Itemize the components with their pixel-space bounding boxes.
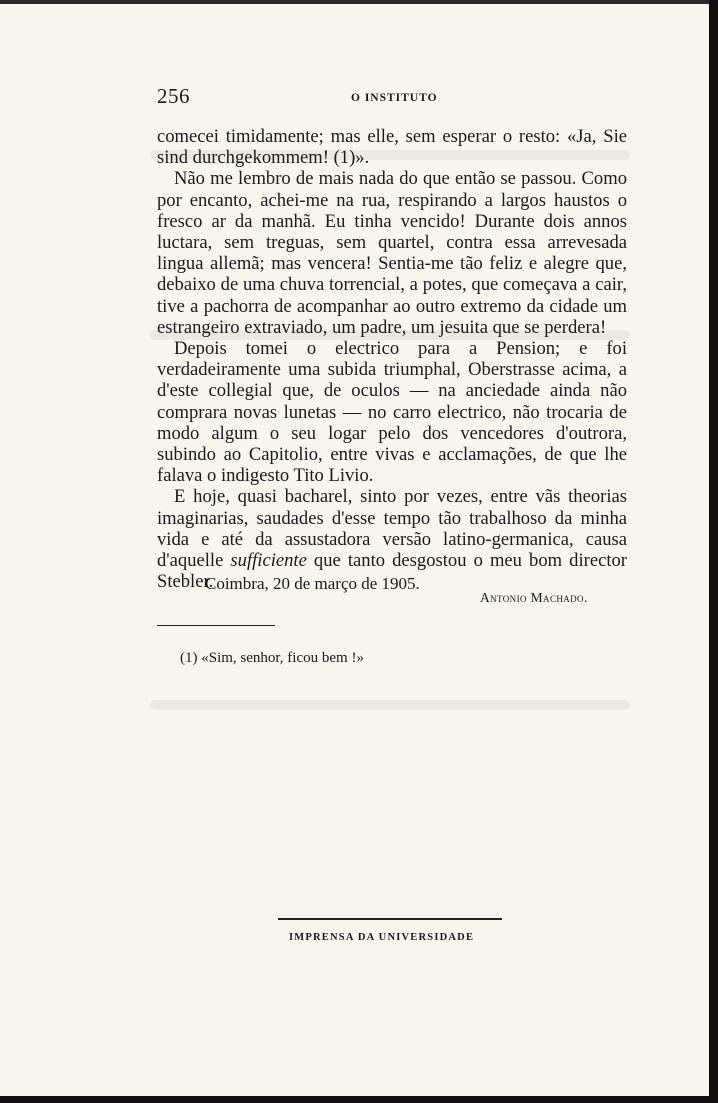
page-number: 256	[157, 84, 190, 108]
paragraph: comecei timidamente; mas elle, sem esperar o resto: «Ja, Sie sind durchgekommem! (1)».	[157, 126, 627, 169]
scan-edge-bottom	[0, 1096, 718, 1103]
paragraph-text: que tanto desgostou o meu bom director Stebler.	[157, 550, 627, 593]
dateline: Coimbra, 20 de março de 1905.	[205, 574, 420, 593]
running-title: O INSTITUTO	[351, 92, 438, 104]
show-through-shadow	[150, 700, 630, 710]
author-signature: Antonio Machado.	[480, 590, 588, 605]
footnote-divider	[157, 625, 275, 626]
body-text	[157, 126, 627, 592]
printer-imprint: IMPRENSA DA UNIVERSIDADE	[289, 932, 475, 943]
italic-word: sufficiente	[230, 550, 307, 572]
footnote: (1) «Sim, senhor, ficou bem !»	[180, 650, 364, 666]
paragraph: Não me lembro de mais nada do que então se passou. Como por encanto, achei-me na rua, respirando a largos haustos o fresco ar da manhã. Eu tinha vencido! Durante dois annos luctara, sem treguas, sem quartel, contra essa arrevesada lingua allemã; mas vencera! Sentia-me tão feliz e alegre que, debaixo de uma chuva torrencial, a potes, que começava a cair, tive a pachorra de acompanhar ao outro extremo da cidade um estrangeiro extraviado, um padre, um jesuita que se perdera!	[157, 168, 627, 338]
paragraph-text: E hoje, quasi bacharel, sinto por vezes, entre vãs theorias imaginarias, saudades d'esse tempo tão trabalhoso da minha vida e até da assustadora versão latino-germanica, causa d'aquelle	[157, 486, 627, 572]
imprint-divider	[278, 918, 502, 920]
scan-edge-top	[0, 0, 718, 4]
paragraph: Depois tomei o electrico para a Pension; e foi verdadeiramente uma subida triumphal, Oberstrasse acima, a d'este collegial que, de oculos — na anciedade ainda não comprara novas lunetas — no carro electrico, não trocaria de modo algum o seu logar pelo dos vencedores d'outrora, subindo ao Capitolio, entre vivas e acclamações, de que lhe falava o indigesto Tito Livio.	[157, 338, 627, 487]
scan-edge-right	[709, 0, 718, 1103]
page-header	[157, 84, 627, 114]
